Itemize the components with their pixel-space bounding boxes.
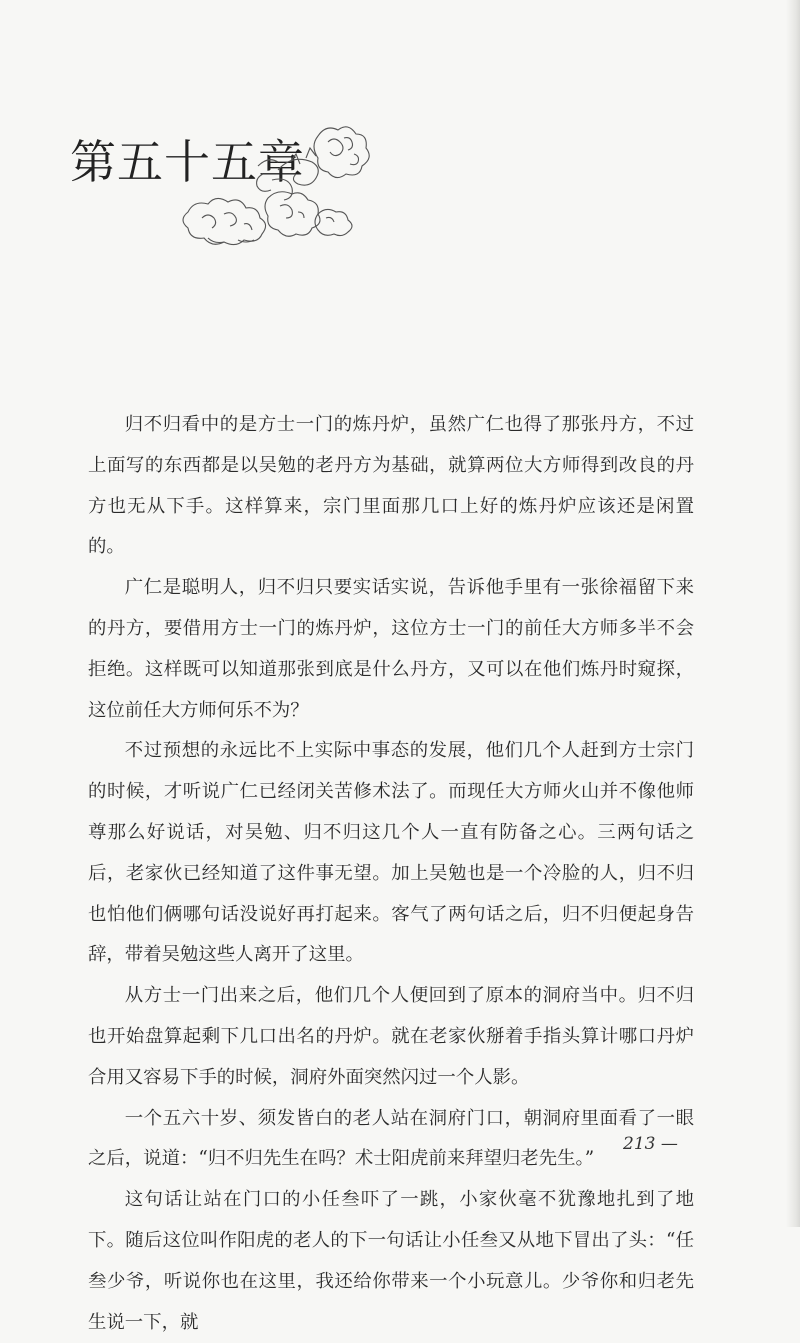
page-edge: [786, 0, 800, 1227]
chapter-body: [88, 405, 694, 1343]
paragraph: 广仁是聪明人，归不归只要实话实说，告诉他手里有一张徐福留下来的丹方，要借用方士一门的炼丹炉，这位方士一门的前任大方师多半不会拒绝。这样既可以知道那张到底是什么丹方，又可以在他们炼丹时窥探，这位前任大方师何乐不为？: [88, 577, 694, 721]
paragraph: 归不归看中的是方士一门的炼丹炉，虽然广仁也得了那张丹方，不过上面写的东西都是以吴勉的老丹方为基础，就算两位大方师得到改良的丹方也无从下手。这样算来，宗门里面那几口上好的炼丹炉应该还是闲置的。: [88, 414, 694, 558]
paragraph: 不过预想的永远比不上实际中事态的发展，他们几个人赶到方士宗门的时候，才听说广仁已经闭关苦修术法了。而现任大方师火山并不像他师尊那么好说话，对吴勉、归不归这几个人一直有防备之心。三两句话之后，老家伙已经知道了这件事无望。加上吴勉也是一个冷脸的人，归不归也怕他们俩哪句话没说好再打起来。客气了两句话之后，归不归便起身告辞，带着吴勉这些人离开了这里。: [88, 740, 694, 966]
paragraph: 一个五六十岁、须发皆白的老人站在洞府门口，朝洞府里面看了一眼之后，说道：“归不归先生在吗？术士阳虎前来拜望归老先生。”: [88, 1107, 694, 1170]
page-number: 213 —: [623, 1134, 678, 1154]
cloud-dragon-ornament: [168, 118, 378, 258]
paragraph: 这句话让站在门口的小任叁吓了一跳，小家伙毫不犹豫地扎到了地下。随后这位叫作阳虎的老人的下一句话让小任叁又从地下冒出了头：“任叁少爷，听说你也在这里，我还给你带来一个小玩意儿。少爷你和归老先生说一下，就: [88, 1189, 694, 1333]
paragraph: 从方士一门出来之后，他们几个人便回到了原本的洞府当中。归不归也开始盘算起剩下几口出名的丹炉。就在老家伙掰着手指头算计哪口丹炉合用又容易下手的时候，洞府外面突然闪过一个人影。: [88, 985, 694, 1088]
chapter-title: 第五十五章: [70, 135, 305, 189]
